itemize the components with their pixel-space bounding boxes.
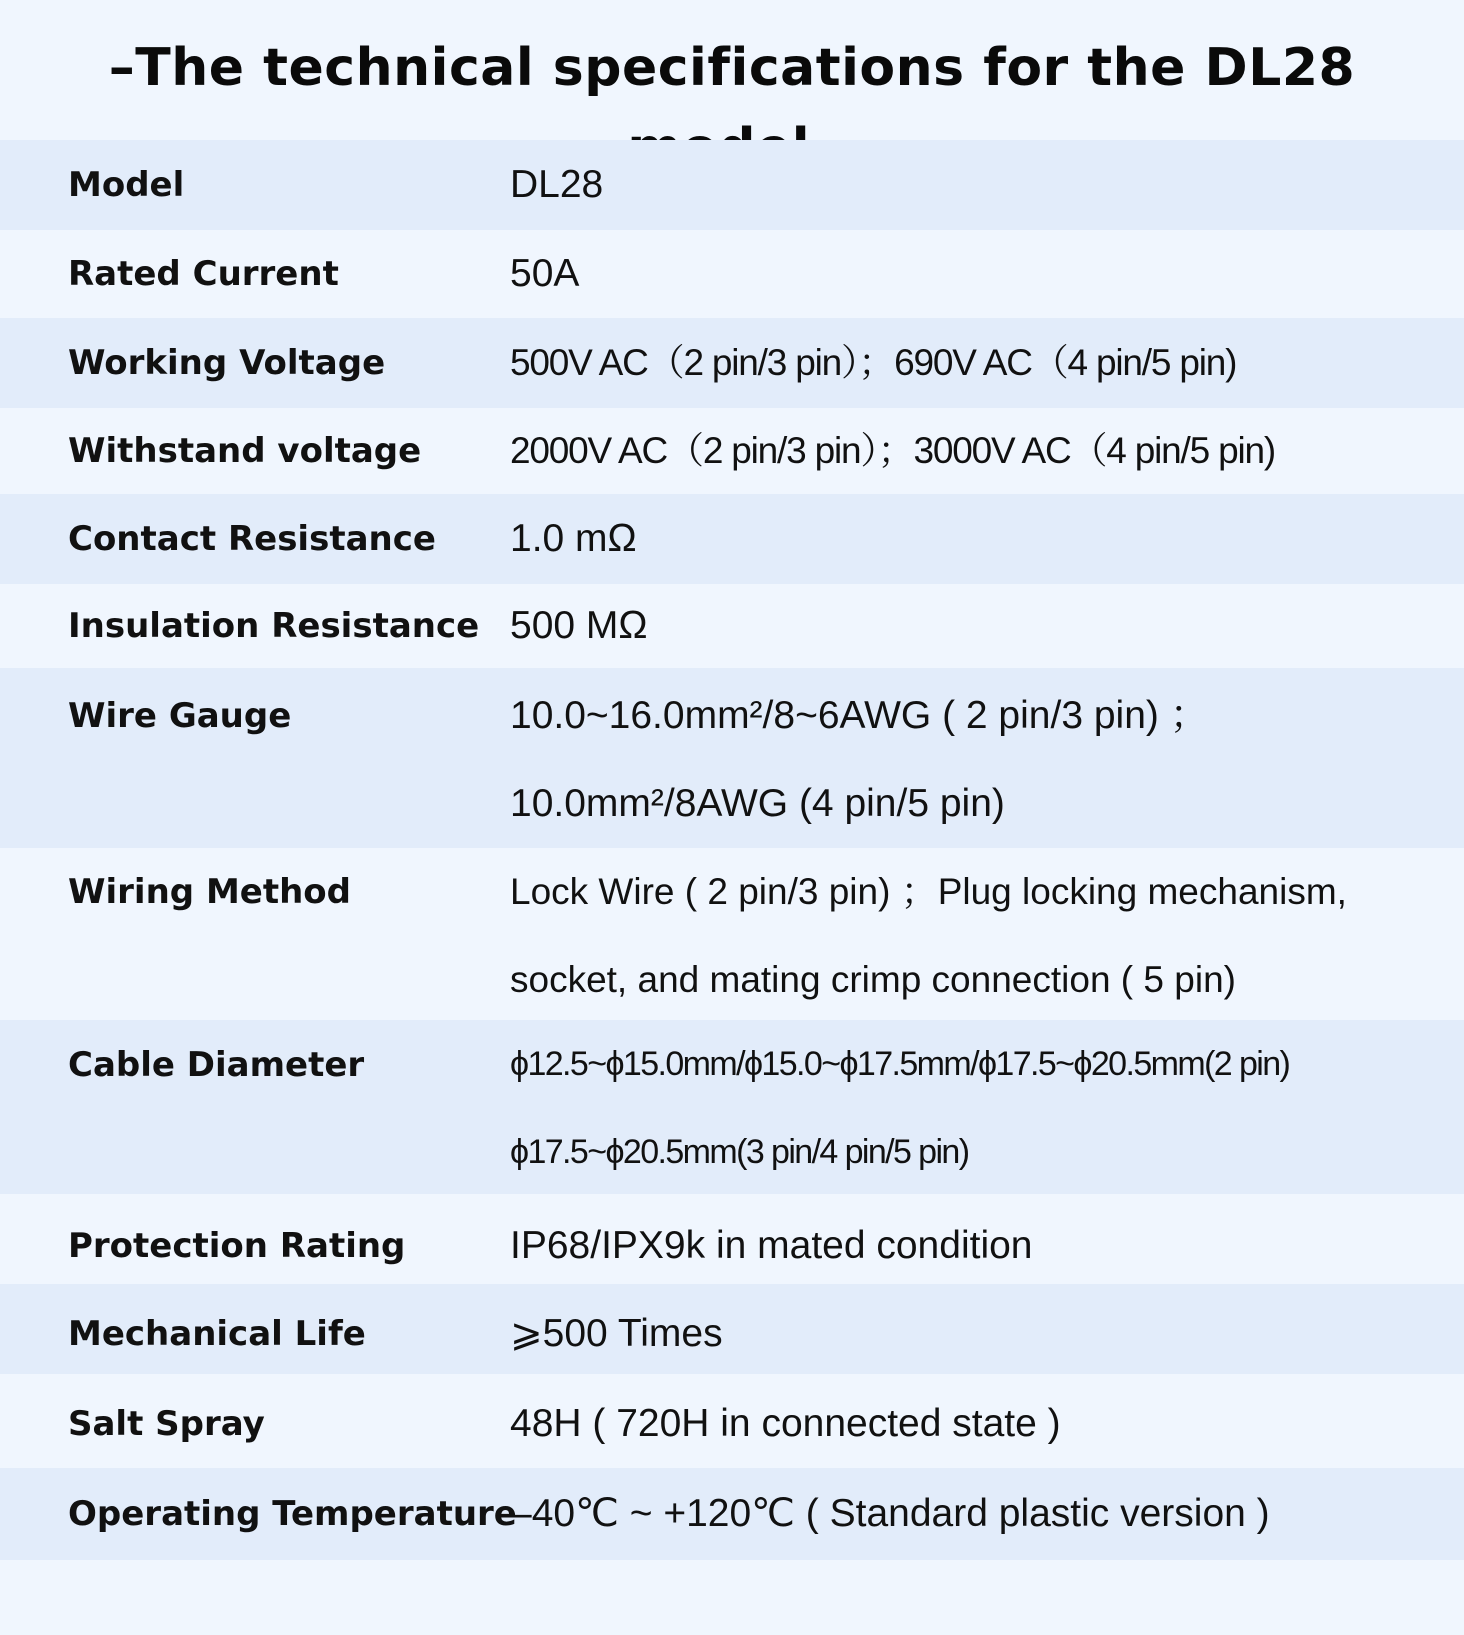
spec-value — [510, 230, 1464, 318]
spec-label: Contact Resistance — [68, 519, 436, 559]
spec-value-line: Lock Wire ( 2 pin/3 pin) ；Plug locking mechanism, — [510, 871, 1347, 912]
spec-value — [510, 1194, 1464, 1298]
spec-value-line: 10.0~16.0mm²/8~6AWG ( 2 pin/3 pin) ； — [510, 694, 1209, 737]
spec-label: Operating Temperature — [68, 1494, 517, 1534]
spec-value-line: –40℃ ~ +120℃ ( Standard plastic version ) — [510, 1492, 1270, 1535]
spec-value-line: 500 MΩ — [510, 604, 648, 647]
spec-value-line: 10.0mm²/8AWG (4 pin/5 pin) — [510, 782, 1005, 825]
spec-value-line: 500V AC（2 pin/3 pin）；690V AC（4 pin/5 pin) — [510, 342, 1237, 383]
spec-value-line: 50A — [510, 252, 580, 295]
spec-value — [510, 408, 1464, 494]
spec-row-salt-spray — [0, 1374, 1464, 1468]
spec-row-contact-resistance — [0, 494, 1464, 584]
spec-value-line: 2000V AC（2 pin/3 pin）；3000V AC（4 pin/5 pin) — [510, 430, 1275, 471]
spec-row-wiring-method — [0, 848, 1464, 1020]
spec-value-line: ϕ17.5~ϕ20.5mm(3 pin/4 pin/5 pin) — [510, 1133, 969, 1171]
spec-value-line: ϕ12.5~ϕ15.0mm/ϕ15.0~ϕ17.5mm/ϕ17.5~ϕ20.5mm(2 pin) — [510, 1045, 1290, 1083]
page-title: –The technical specifications for the DL28 — [108, 38, 1356, 98]
spec-label: Model — [68, 165, 185, 205]
spec-value-line: ⩾500 Times — [510, 1312, 723, 1355]
spec-label: Cable Diameter — [68, 1045, 365, 1085]
spec-value — [510, 1468, 1464, 1560]
spec-value-line: 1.0 mΩ — [510, 517, 637, 560]
spec-row-mechanical-life — [0, 1284, 1464, 1374]
spec-label: Withstand voltage — [68, 431, 422, 471]
spec-value — [510, 584, 1464, 668]
spec-value — [510, 1374, 1464, 1474]
spec-row-withstand-voltage — [0, 408, 1464, 494]
spec-label: Protection Rating — [68, 1226, 406, 1266]
spec-value — [510, 672, 1464, 848]
spec-value-line: socket, and mating crimp connection ( 5 pin) — [510, 959, 1236, 1000]
spec-row-working-voltage — [0, 318, 1464, 408]
spec-value — [510, 1284, 1464, 1384]
spec-value-line: 48H ( 720H in connected state ) — [510, 1402, 1061, 1445]
spec-label: Salt Spray — [68, 1404, 265, 1444]
spec-value-line: IP68/IPX9k in mated condition — [510, 1224, 1033, 1267]
spec-value — [510, 318, 1464, 408]
spec-value-line: DL28 — [510, 163, 604, 206]
spec-label: Mechanical Life — [68, 1314, 366, 1354]
spec-value — [510, 848, 1464, 1024]
spec-value — [510, 140, 1464, 230]
spec-label: Working Voltage — [68, 343, 386, 383]
spec-row-cable-diameter — [0, 1020, 1464, 1194]
spec-value — [510, 494, 1464, 584]
spec-table — [0, 140, 1464, 1560]
spec-row-model — [0, 140, 1464, 230]
spec-row-operating-temperature — [0, 1468, 1464, 1560]
spec-label: Wire Gauge — [68, 696, 292, 736]
spec-value — [510, 1020, 1464, 1196]
spec-row-wire-gauge — [0, 668, 1464, 848]
spec-label: Wiring Method — [68, 872, 352, 912]
spec-label: Rated Current — [68, 254, 339, 294]
spec-row-insulation-resistance — [0, 584, 1464, 668]
spec-label: Insulation Resistance — [68, 606, 480, 646]
spec-row-rated-current — [0, 230, 1464, 318]
spec-row-protection-rating — [0, 1194, 1464, 1284]
